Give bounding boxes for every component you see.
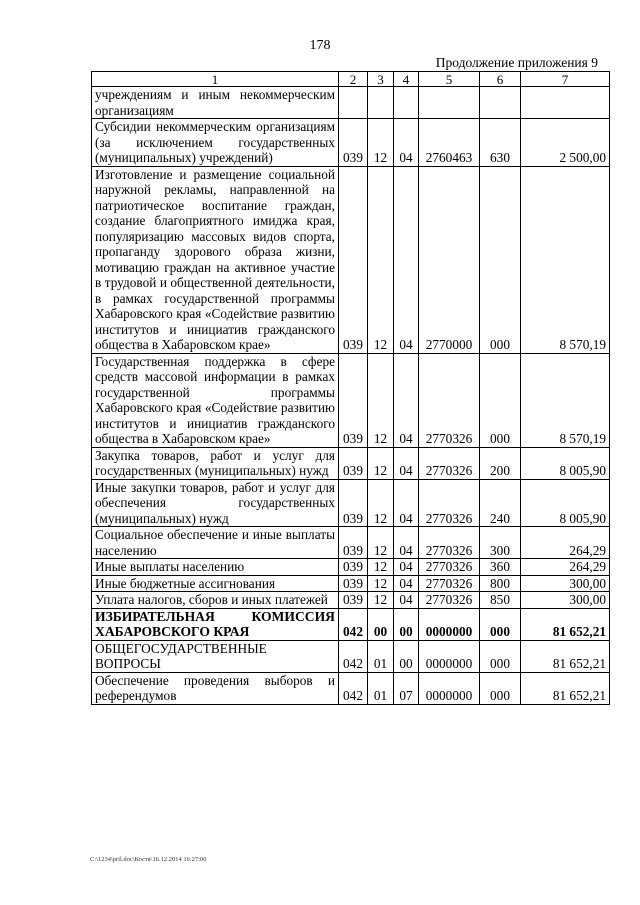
expense-type-code bbox=[480, 87, 521, 119]
table-row bbox=[92, 353, 610, 447]
admin-code: 039 bbox=[339, 166, 368, 353]
admin-code: 039 bbox=[339, 479, 368, 527]
row-name: Обеспечение проведения выборов и референдумов bbox=[92, 672, 339, 704]
amount: 8 005,90 bbox=[521, 447, 610, 479]
section-code: 12 bbox=[368, 479, 394, 527]
row-name: Закупка товаров, работ и услуг для государственных (муниципальных) нужд bbox=[92, 447, 339, 479]
target-code: 2760463 bbox=[419, 119, 480, 167]
admin-code: 039 bbox=[339, 592, 368, 609]
amount: 300,00 bbox=[521, 592, 610, 609]
table-row bbox=[92, 608, 610, 640]
table-row bbox=[92, 166, 610, 353]
amount: 264,29 bbox=[521, 559, 610, 576]
subsection-code: 00 bbox=[394, 640, 419, 672]
table-row bbox=[92, 119, 610, 167]
target-code: 2770326 bbox=[419, 575, 480, 592]
header-cell: 4 bbox=[394, 72, 419, 87]
table-row bbox=[92, 479, 610, 527]
row-name: ИЗБИРАТЕЛЬНАЯ КОМИССИЯ ХАБАРОВСКОГО КРАЯ bbox=[92, 608, 339, 640]
subsection-code: 04 bbox=[394, 166, 419, 353]
header-cell: 7 bbox=[521, 72, 610, 87]
expense-type-code: 850 bbox=[480, 592, 521, 609]
expense-type-code: 000 bbox=[480, 640, 521, 672]
file-path-footer: C:\1234\pril.doc\Костя\16.12.2014 16:27:00 bbox=[90, 856, 207, 863]
expense-type-code: 200 bbox=[480, 447, 521, 479]
admin-code: 039 bbox=[339, 119, 368, 167]
target-code: 0000000 bbox=[419, 672, 480, 704]
subsection-code: 04 bbox=[394, 559, 419, 576]
section-code: 12 bbox=[368, 166, 394, 353]
row-name: Иные бюджетные ассигнования bbox=[92, 575, 339, 592]
appendix-label: Продолжение приложения 9 bbox=[435, 55, 598, 70]
amount: 8 570,19 bbox=[521, 166, 610, 353]
amount: 264,29 bbox=[521, 527, 610, 559]
row-name: Иные закупки товаров, работ и услуг для обеспечения государственных (муниципальных) нужд bbox=[92, 479, 339, 527]
admin-code: 039 bbox=[339, 353, 368, 447]
expense-type-code: 360 bbox=[480, 559, 521, 576]
amount: 8 005,90 bbox=[521, 479, 610, 527]
header-cell: 1 bbox=[92, 72, 339, 87]
subsection-code: 04 bbox=[394, 592, 419, 609]
row-name: Изготовление и размещение социальной наружной рекламы, направленной на патриотическое воспитание граждан, создание благоприятного имиджа края, популяризацию массовых видов спорта, пропаганду здорового образа жизни, мотивацию граждан на активное участие в трудовой и общественной деятельности, в рамках государственной программы Хабаровского края «Содействие развитию институтов и инициатив гражданского общества в Хабаровском крае» bbox=[92, 166, 339, 353]
row-name: Иные выплаты населению bbox=[92, 559, 339, 576]
table-row bbox=[92, 640, 610, 672]
section-code: 12 bbox=[368, 559, 394, 576]
row-name: учреждениям и иным некоммерческим организациям bbox=[92, 87, 339, 119]
admin-code: 039 bbox=[339, 447, 368, 479]
section-code: 12 bbox=[368, 447, 394, 479]
target-code: 2770326 bbox=[419, 592, 480, 609]
subsection-code: 00 bbox=[394, 608, 419, 640]
subsection-code: 04 bbox=[394, 447, 419, 479]
section-code: 00 bbox=[368, 608, 394, 640]
target-code: 2770000 bbox=[419, 166, 480, 353]
subsection-code: 07 bbox=[394, 672, 419, 704]
row-name: ОБЩЕГОСУДАРСТВЕННЫЕ ВОПРОСЫ bbox=[92, 640, 339, 672]
subsection-code: 04 bbox=[394, 479, 419, 527]
section-code: 12 bbox=[368, 119, 394, 167]
section-code: 12 bbox=[368, 527, 394, 559]
header-cell: 2 bbox=[339, 72, 368, 87]
amount: 81 652,21 bbox=[521, 672, 610, 704]
target-code: 0000000 bbox=[419, 608, 480, 640]
amount: 81 652,21 bbox=[521, 608, 610, 640]
admin-code: 042 bbox=[339, 672, 368, 704]
table-row bbox=[92, 559, 610, 576]
subsection-code bbox=[394, 87, 419, 119]
budget-table bbox=[91, 71, 610, 705]
subsection-code: 04 bbox=[394, 119, 419, 167]
expense-type-code: 000 bbox=[480, 353, 521, 447]
section-code: 01 bbox=[368, 672, 394, 704]
expense-type-code: 630 bbox=[480, 119, 521, 167]
expense-type-code: 300 bbox=[480, 527, 521, 559]
target-code: 2770326 bbox=[419, 479, 480, 527]
expense-type-code: 800 bbox=[480, 575, 521, 592]
row-name: Государственная поддержка в сфере средств массовой информации в рамках государственной программы Хабаровского края «Содействие развитию институтов и инициатив гражданского общества в Хабаровском крае» bbox=[92, 353, 339, 447]
amount: 81 652,21 bbox=[521, 640, 610, 672]
section-code: 12 bbox=[368, 575, 394, 592]
expense-type-code: 000 bbox=[480, 166, 521, 353]
target-code: 2770326 bbox=[419, 527, 480, 559]
row-name: Социальное обеспечение и иные выплаты населению bbox=[92, 527, 339, 559]
page-number: 178 bbox=[309, 38, 331, 53]
expense-type-code: 000 bbox=[480, 672, 521, 704]
table-row bbox=[92, 575, 610, 592]
table-row bbox=[92, 592, 610, 609]
table-header-row bbox=[92, 72, 610, 87]
target-code: 2770326 bbox=[419, 559, 480, 576]
admin-code bbox=[339, 87, 368, 119]
amount: 2 500,00 bbox=[521, 119, 610, 167]
section-code bbox=[368, 87, 394, 119]
subsection-code: 04 bbox=[394, 527, 419, 559]
header-cell: 5 bbox=[419, 72, 480, 87]
header-cell: 6 bbox=[480, 72, 521, 87]
row-name: Субсидии некоммерческим организациям (за исключением государственных (муниципальных) учреждений) bbox=[92, 119, 339, 167]
amount: 300,00 bbox=[521, 575, 610, 592]
section-code: 12 bbox=[368, 592, 394, 609]
amount bbox=[521, 87, 610, 119]
admin-code: 042 bbox=[339, 608, 368, 640]
expense-type-code: 240 bbox=[480, 479, 521, 527]
expense-type-code: 000 bbox=[480, 608, 521, 640]
amount: 8 570,19 bbox=[521, 353, 610, 447]
admin-code: 039 bbox=[339, 527, 368, 559]
subsection-code: 04 bbox=[394, 353, 419, 447]
admin-code: 039 bbox=[339, 559, 368, 576]
admin-code: 042 bbox=[339, 640, 368, 672]
table-row bbox=[92, 527, 610, 559]
target-code: 2770326 bbox=[419, 353, 480, 447]
row-name: Уплата налогов, сборов и иных платежей bbox=[92, 592, 339, 609]
subsection-code: 04 bbox=[394, 575, 419, 592]
table-row bbox=[92, 87, 610, 119]
admin-code: 039 bbox=[339, 575, 368, 592]
section-code: 12 bbox=[368, 353, 394, 447]
target-code bbox=[419, 87, 480, 119]
target-code: 2770326 bbox=[419, 447, 480, 479]
header-cell: 3 bbox=[368, 72, 394, 87]
section-code: 01 bbox=[368, 640, 394, 672]
table-row bbox=[92, 672, 610, 704]
target-code: 0000000 bbox=[419, 640, 480, 672]
table-row bbox=[92, 447, 610, 479]
